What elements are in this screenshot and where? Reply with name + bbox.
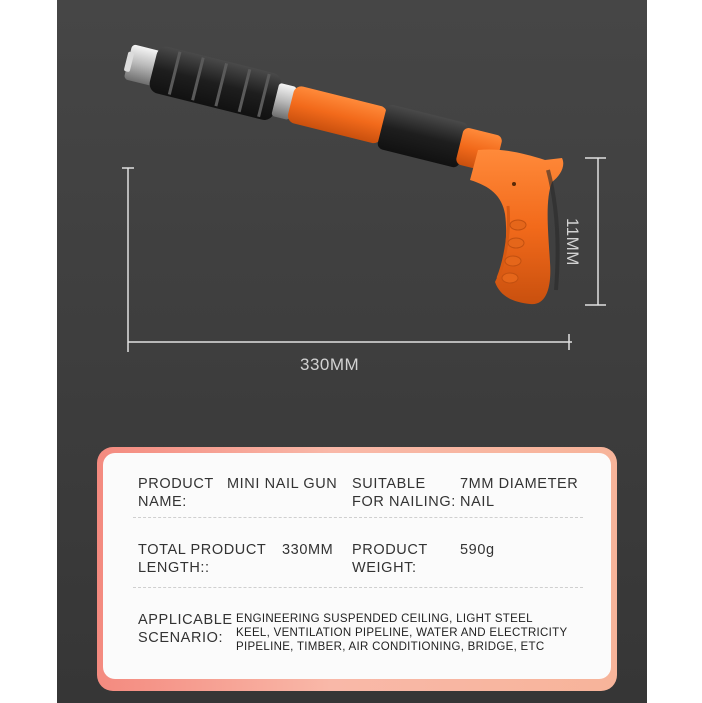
suitable-label: SUITABLE FOR NAILING: (352, 476, 456, 510)
scenario-label: APPLICABLE SCENARIO: (138, 612, 233, 646)
length-dimension-label: 330MM (300, 355, 360, 374)
length-value: 330MM (282, 542, 334, 558)
suitable-value: 7MM DIAMETER NAIL (460, 476, 579, 510)
weight-value: 590g (460, 542, 495, 558)
row-divider (133, 517, 583, 518)
orange-barrel (286, 85, 388, 145)
knurled-chuck (147, 45, 283, 123)
length-label: TOTAL PRODUCT LENGTH:: (138, 542, 267, 576)
weight-label: PRODUCT WEIGHT: (352, 542, 428, 576)
black-sleeve (376, 104, 469, 169)
spec-card (103, 453, 611, 679)
product-name-label: PRODUCT NAME: (138, 476, 214, 510)
product-name-value: MINI NAIL GUN (227, 476, 338, 492)
height-dimension-label: 11MM (563, 218, 582, 266)
row-divider (133, 587, 583, 588)
scenario-value: ENGINEERING SUSPENDED CEILING, LIGHT STEEL KEEL, VENTILATION PIPELINE, WATER AND ELECTRICITY PIPELINE, TIMBER, AIR CONDITIONING, BRIDGE, ETC (236, 613, 568, 653)
